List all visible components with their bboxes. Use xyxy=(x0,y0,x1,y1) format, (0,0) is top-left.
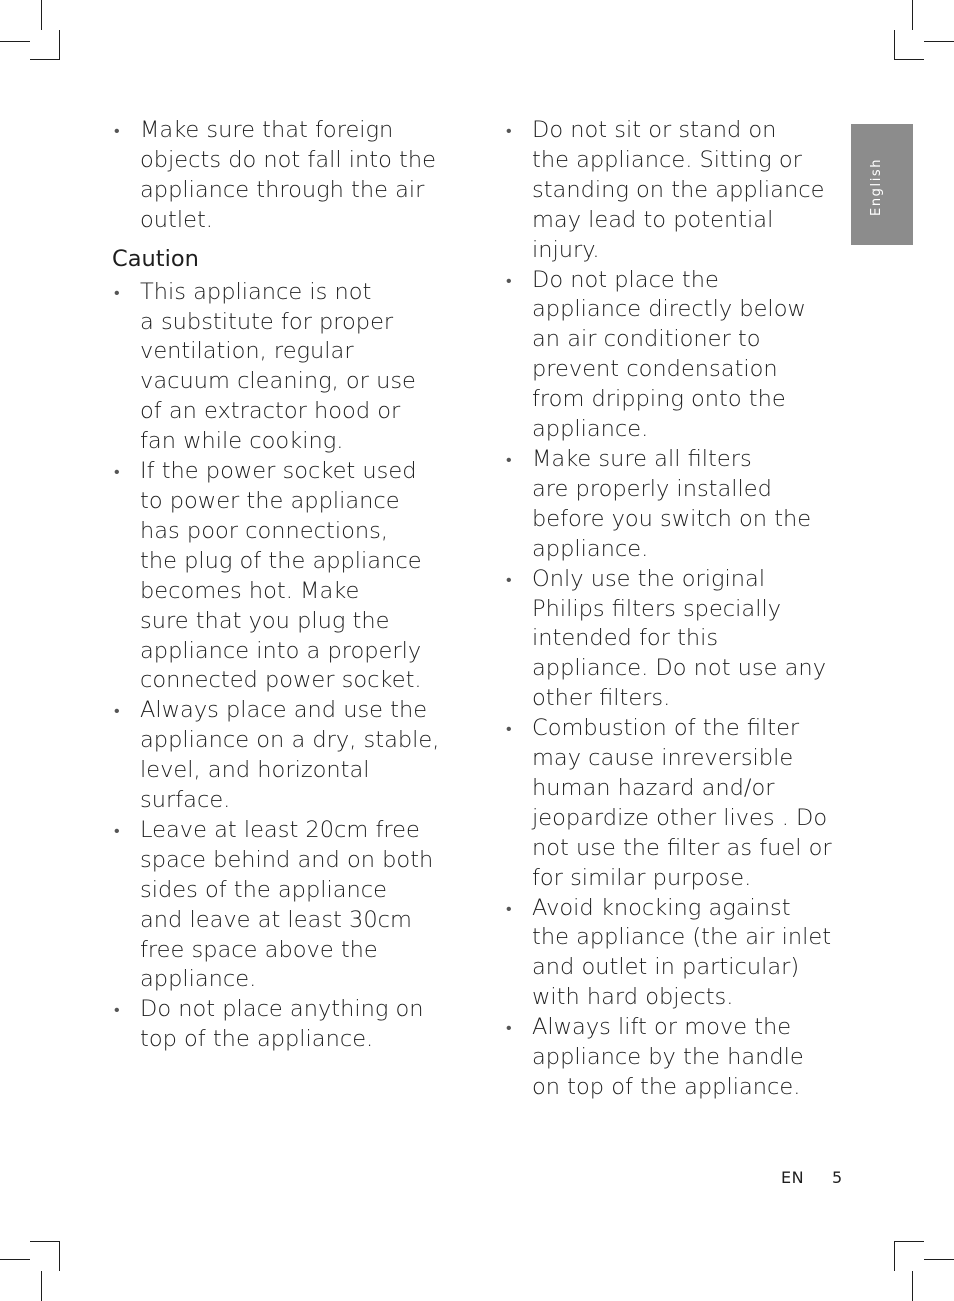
bullet-icon: • xyxy=(506,270,512,290)
bullet-icon: • xyxy=(114,701,120,721)
bullet-icon: • xyxy=(506,719,512,739)
bullet-icon: • xyxy=(114,462,120,482)
list-item xyxy=(504,116,849,266)
list-item-text: Combustion of the filter may cause inreversible human hazard and/or jeopardize other lives . Do not use the filter as fuel or for similar purpose. xyxy=(532,715,832,891)
language-side-tab xyxy=(851,124,913,245)
list-item-text: Do not place the appliance directly below an air conditioner to prevent condensation from dripping onto the appliance. xyxy=(532,266,806,443)
list-item xyxy=(112,816,457,995)
list-item-text: Avoid knocking against the appliance (the air inlet and outlet in particular) with hard objects. xyxy=(532,894,832,1011)
list-item xyxy=(112,696,457,816)
list-item-text: Always place and use the appliance on a dry, stable, level, and horizontal surface. xyxy=(140,697,440,814)
language-side-tab-label: English xyxy=(869,157,884,216)
caution-heading: Caution xyxy=(112,245,199,272)
list-item xyxy=(504,894,849,1014)
right-column xyxy=(504,116,849,1103)
page-number: 5 xyxy=(832,1168,843,1187)
bullet-icon: • xyxy=(506,449,512,469)
list-item xyxy=(504,565,849,715)
list-item xyxy=(504,1013,849,1103)
list-item-text: Leave at least 20cm free space behind and on both sides of the appliance and leave at least 30cm free space above the appliance. xyxy=(140,816,434,993)
list-item-text: Only use the original Philips filters specially intended for this appliance. Do not use any other filters. xyxy=(532,565,827,712)
footer-language-code: EN xyxy=(781,1168,805,1187)
caution-list xyxy=(112,278,457,1056)
list-item-text: If the power socket used to power the appliance has poor connections, the plug of the appliance becomes hot. Make sure that you plug the appliance into a properly connected power socket. xyxy=(140,458,422,694)
bullet-icon: • xyxy=(506,121,512,140)
bullet-icon: • xyxy=(114,282,120,302)
list-item xyxy=(112,995,457,1055)
list-item-text: Do not sit or stand on the appliance. Sitting or standing on the appliance may lead to potential injury. xyxy=(532,117,825,263)
list-item-text: This appliance is not a substitute for proper ventilation, regular vacuum cleaning, or use of an extractor hood or fan while cooking. xyxy=(140,278,416,455)
list-item-text: Do not place anything on top of the appliance. xyxy=(140,996,424,1053)
list-item-text: Make sure that foreign objects do not fall into the appliance through the air outlet. xyxy=(140,117,436,233)
intro-list xyxy=(112,116,457,236)
list-item xyxy=(504,266,849,445)
bullet-icon: • xyxy=(114,1000,120,1020)
list-item xyxy=(504,445,849,565)
list-item xyxy=(112,457,457,696)
list-item-text: Make sure all filters are properly installed before you switch on the appliance. xyxy=(532,445,812,562)
right-list xyxy=(504,116,849,1103)
bullet-icon: • xyxy=(114,121,120,140)
list-item xyxy=(112,278,457,457)
bullet-icon: • xyxy=(114,820,120,840)
list-item-text: Always lift or move the appliance by the handle on top of the appliance. xyxy=(532,1014,804,1100)
list-item xyxy=(112,116,457,236)
list-item xyxy=(504,714,849,893)
left-column xyxy=(112,116,457,1055)
bullet-icon: • xyxy=(506,1018,512,1038)
bullet-icon: • xyxy=(506,569,512,589)
bullet-icon: • xyxy=(506,898,512,918)
